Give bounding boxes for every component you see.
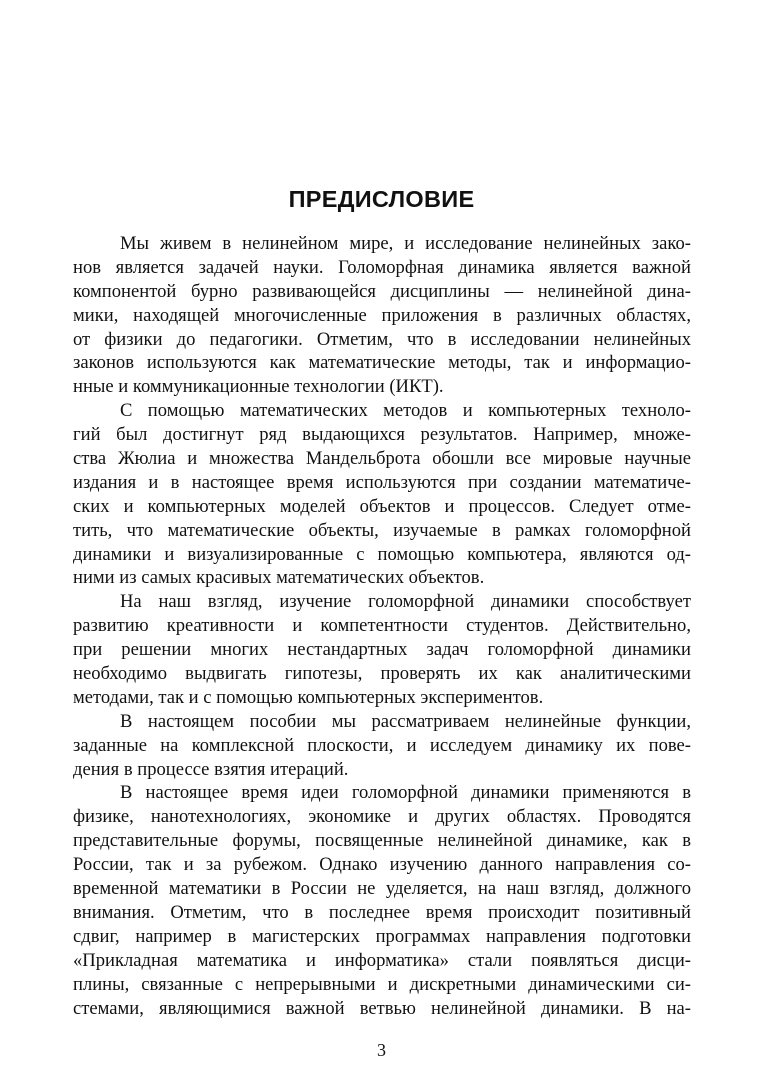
text-line: динамики и визуализированные с помощью компьютера, являются од-: [73, 543, 691, 565]
text-line: Мы живем в нелинейном мире, и исследование нелинейных зако-: [120, 233, 691, 254]
text-line: России, так и за рубежом. Однако изучению данного направления со-: [73, 854, 691, 876]
text-line: сдвиг, например в магистерских программах направления подготовки: [73, 925, 691, 947]
text-line: временной математики в России не уделяется, на наш взгляд, должного: [73, 878, 691, 900]
text-line: тить, что математические объекты, изучаемые в рамках голоморфной: [73, 519, 691, 541]
text-line: С помощью математических методов и компьютерных техноло-: [120, 400, 691, 422]
text-line: представительные форумы, посвященные нелинейной динамике, как в: [73, 830, 691, 852]
text-line: необходимо выдвигать гипотезы, проверять их как аналитическими: [73, 663, 691, 685]
text-line: На наш взгляд, изучение голоморфной динамики способствует: [120, 591, 691, 613]
paragraph: [73, 710, 691, 782]
text-line: от физики до педагогики. Отметим, что в исследовании нелинейных: [73, 328, 691, 350]
page-number: 3: [377, 1040, 386, 1060]
text-line: плины, связанные с непрерывными и дискретными динамическими си-: [73, 973, 691, 995]
page-title: ПРЕДИСЛОВИЕ: [288, 186, 475, 212]
text-line: нов является задачей науки. Голоморфная динамика является важной: [73, 256, 691, 278]
text-line: заданные на комплексной плоскости, и исследуем динамику их пове-: [73, 734, 691, 756]
paragraph: [73, 399, 691, 590]
text-line: В настоящем пособии мы рассматриваем нелинейные функции,: [120, 710, 691, 732]
text-line: развитию креативности и компетентности студентов. Действительно,: [73, 615, 691, 637]
text-line: гий был достигнут ряд выдающихся результатов. Например, множе-: [73, 424, 691, 446]
text-line: при решении многих нестандартных задач голоморфной динамики: [73, 639, 691, 661]
body-text: [73, 232, 691, 1020]
text-line: физике, нанотехнологиях, экономике и других областях. Проводятся: [73, 806, 691, 828]
text-line: стемами, являющимися важной ветвью нелинейной динамики. В на-: [73, 997, 691, 1019]
text-line: компонентой бурно развивающейся дисциплины — нелинейной дина-: [73, 280, 691, 302]
text-line: методами, так и с помощью компьютерных экспериментов.: [73, 686, 544, 708]
text-line: «Прикладная математика и информатика» стали появляться дисци-: [73, 949, 691, 971]
paragraph: [73, 781, 691, 1020]
text-line: В настоящее время идеи голоморфной динамики применяются в: [120, 782, 691, 804]
text-line: ними из самых красивых математических объектов.: [73, 567, 485, 589]
text-line: мики, находящей многочисленные приложения в различных областях,: [73, 304, 691, 326]
text-line: дения в процессе взятия итераций.: [73, 758, 349, 780]
paragraph: [73, 590, 691, 709]
text-line: внимания. Отметим, что в последнее время происходит позитивный: [73, 901, 691, 923]
text-line: ства Жюлиа и множества Мандельброта обошли все мировые научные: [73, 448, 691, 470]
text-line: издания и в настоящее время используются при создании математиче-: [73, 471, 691, 493]
text-line: ских и компьютерных моделей объектов и процессов. Следует отме-: [73, 495, 691, 517]
paragraph: [73, 232, 691, 399]
text-line: законов используются как математические методы, так и информацио-: [73, 352, 691, 374]
text-line: нные и коммуникационные технологии (ИКТ).: [73, 376, 444, 398]
